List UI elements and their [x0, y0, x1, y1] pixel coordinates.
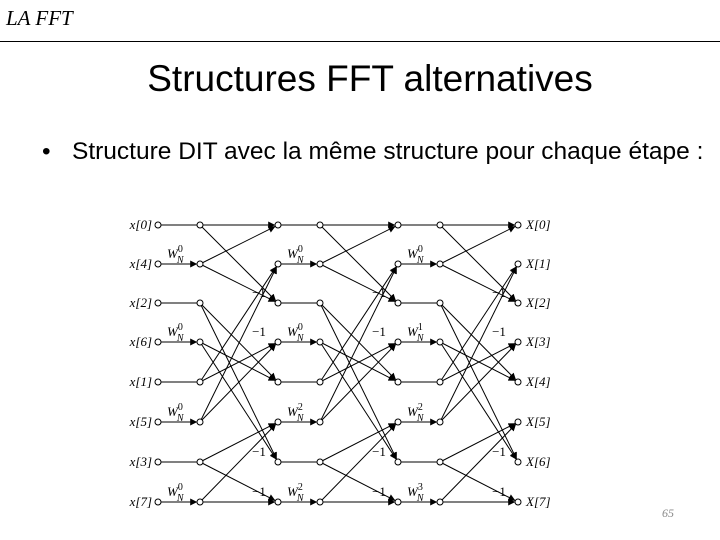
- node: [395, 499, 401, 505]
- node: [437, 339, 443, 345]
- butterfly-edge: [200, 303, 276, 380]
- node: [317, 300, 323, 306]
- node: [515, 459, 521, 465]
- node: [197, 419, 203, 425]
- node: [515, 222, 521, 228]
- node: [275, 222, 281, 228]
- node: [395, 300, 401, 306]
- input-label: x[4]: [129, 256, 152, 271]
- butterfly-edge: [200, 342, 276, 459]
- node: [437, 300, 443, 306]
- node: [395, 459, 401, 465]
- output-label: X[0]: [526, 217, 551, 232]
- node: [437, 261, 443, 267]
- node: [197, 499, 203, 505]
- butterfly-edge: [320, 342, 396, 459]
- twiddle-label: $W^2$ N: [287, 402, 304, 424]
- node: [395, 261, 401, 267]
- butterfly-edge: [320, 345, 396, 422]
- node: [437, 459, 443, 465]
- minus-one-label: −1: [372, 285, 386, 300]
- twiddle-label: $W^0$ N: [167, 244, 184, 266]
- node: [197, 459, 203, 465]
- output-label: X[2]: [526, 295, 551, 310]
- output-label: X[5]: [526, 414, 551, 429]
- twiddle-label: $W^3$ N: [407, 482, 424, 504]
- butterfly-edge: [320, 342, 395, 380]
- minus-one-label: −1: [492, 444, 506, 459]
- minus-one-label: −1: [492, 285, 506, 300]
- twiddle-label: $W^0$ N: [287, 244, 304, 266]
- butterfly-edge: [200, 342, 275, 380]
- twiddle-label: $W^1$ N: [407, 322, 424, 344]
- minus-one-label: −1: [492, 484, 506, 499]
- input-label: x[7]: [129, 494, 152, 509]
- node: [395, 419, 401, 425]
- butterfly-edge: [320, 227, 395, 264]
- node: [197, 379, 203, 385]
- node: [155, 459, 161, 465]
- butterfly-edge: [440, 342, 515, 380]
- butterfly-edge: [440, 345, 516, 422]
- slide-title: Structures FFT alternatives: [147, 58, 593, 99]
- node: [275, 300, 281, 306]
- node: [437, 419, 443, 425]
- node: [275, 499, 281, 505]
- node: [395, 379, 401, 385]
- twiddle-label: $W^2$ N: [407, 402, 424, 424]
- input-label: x[6]: [129, 334, 152, 349]
- minus-one-label: −1: [252, 484, 266, 499]
- input-label: x[1]: [129, 374, 152, 389]
- input-label: x[5]: [129, 414, 152, 429]
- output-label: X[3]: [526, 334, 551, 349]
- minus-one-label: −1: [372, 324, 386, 339]
- butterfly-edge: [200, 345, 276, 422]
- output-label: X[6]: [526, 454, 551, 469]
- node: [437, 499, 443, 505]
- output-label: X[7]: [526, 494, 551, 509]
- minus-one-label: −1: [252, 285, 266, 300]
- node: [155, 300, 161, 306]
- node: [437, 222, 443, 228]
- butterfly-edge: [440, 344, 515, 382]
- butterfly-edge: [440, 342, 516, 459]
- input-label: x[3]: [129, 454, 152, 469]
- node: [155, 261, 161, 267]
- output-label: X[1]: [526, 256, 551, 271]
- node: [155, 339, 161, 345]
- butterfly-edge: [440, 227, 515, 264]
- node: [155, 419, 161, 425]
- node: [155, 499, 161, 505]
- node: [317, 459, 323, 465]
- node: [317, 499, 323, 505]
- bullet-text: Structure DIT avec la même structure pour chaque étape :: [72, 138, 704, 165]
- minus-one-label: −1: [372, 444, 386, 459]
- node: [317, 261, 323, 267]
- node: [515, 261, 521, 267]
- twiddle-label: $W^0$ N: [287, 322, 304, 344]
- node: [155, 222, 161, 228]
- page-number: 65: [662, 506, 674, 520]
- node: [275, 261, 281, 267]
- twiddle-label: $W^0$ N: [407, 244, 424, 266]
- node: [197, 300, 203, 306]
- node: [275, 339, 281, 345]
- minus-one-label: −1: [252, 444, 266, 459]
- butterfly-edge: [320, 344, 395, 382]
- butterfly-edge: [320, 303, 396, 380]
- twiddle-label: $W^0$ N: [167, 482, 184, 504]
- node: [515, 300, 521, 306]
- node: [197, 222, 203, 228]
- node: [155, 379, 161, 385]
- node: [317, 379, 323, 385]
- butterfly-edge: [200, 344, 275, 382]
- node: [515, 419, 521, 425]
- bullet-symbol: •: [42, 138, 51, 165]
- node: [275, 459, 281, 465]
- node: [317, 222, 323, 228]
- twiddle-label: $W^0$ N: [167, 402, 184, 424]
- node: [395, 339, 401, 345]
- node: [317, 339, 323, 345]
- butterfly-edge: [200, 227, 275, 264]
- node: [197, 261, 203, 267]
- node: [515, 379, 521, 385]
- minus-one-label: −1: [492, 324, 506, 339]
- butterfly-edge: [440, 303, 516, 380]
- twiddle-label: $W^2$ N: [287, 482, 304, 504]
- section-header: LA FFT: [6, 6, 73, 30]
- node: [317, 419, 323, 425]
- node: [197, 339, 203, 345]
- node: [515, 499, 521, 505]
- node: [275, 379, 281, 385]
- output-label: X[4]: [526, 374, 551, 389]
- node: [395, 222, 401, 228]
- input-label: x[0]: [129, 217, 152, 232]
- node: [437, 379, 443, 385]
- node: [275, 419, 281, 425]
- twiddle-label: $W^0$ N: [167, 322, 184, 344]
- node: [515, 339, 521, 345]
- input-label: x[2]: [129, 295, 152, 310]
- minus-one-label: −1: [252, 324, 266, 339]
- minus-one-label: −1: [372, 484, 386, 499]
